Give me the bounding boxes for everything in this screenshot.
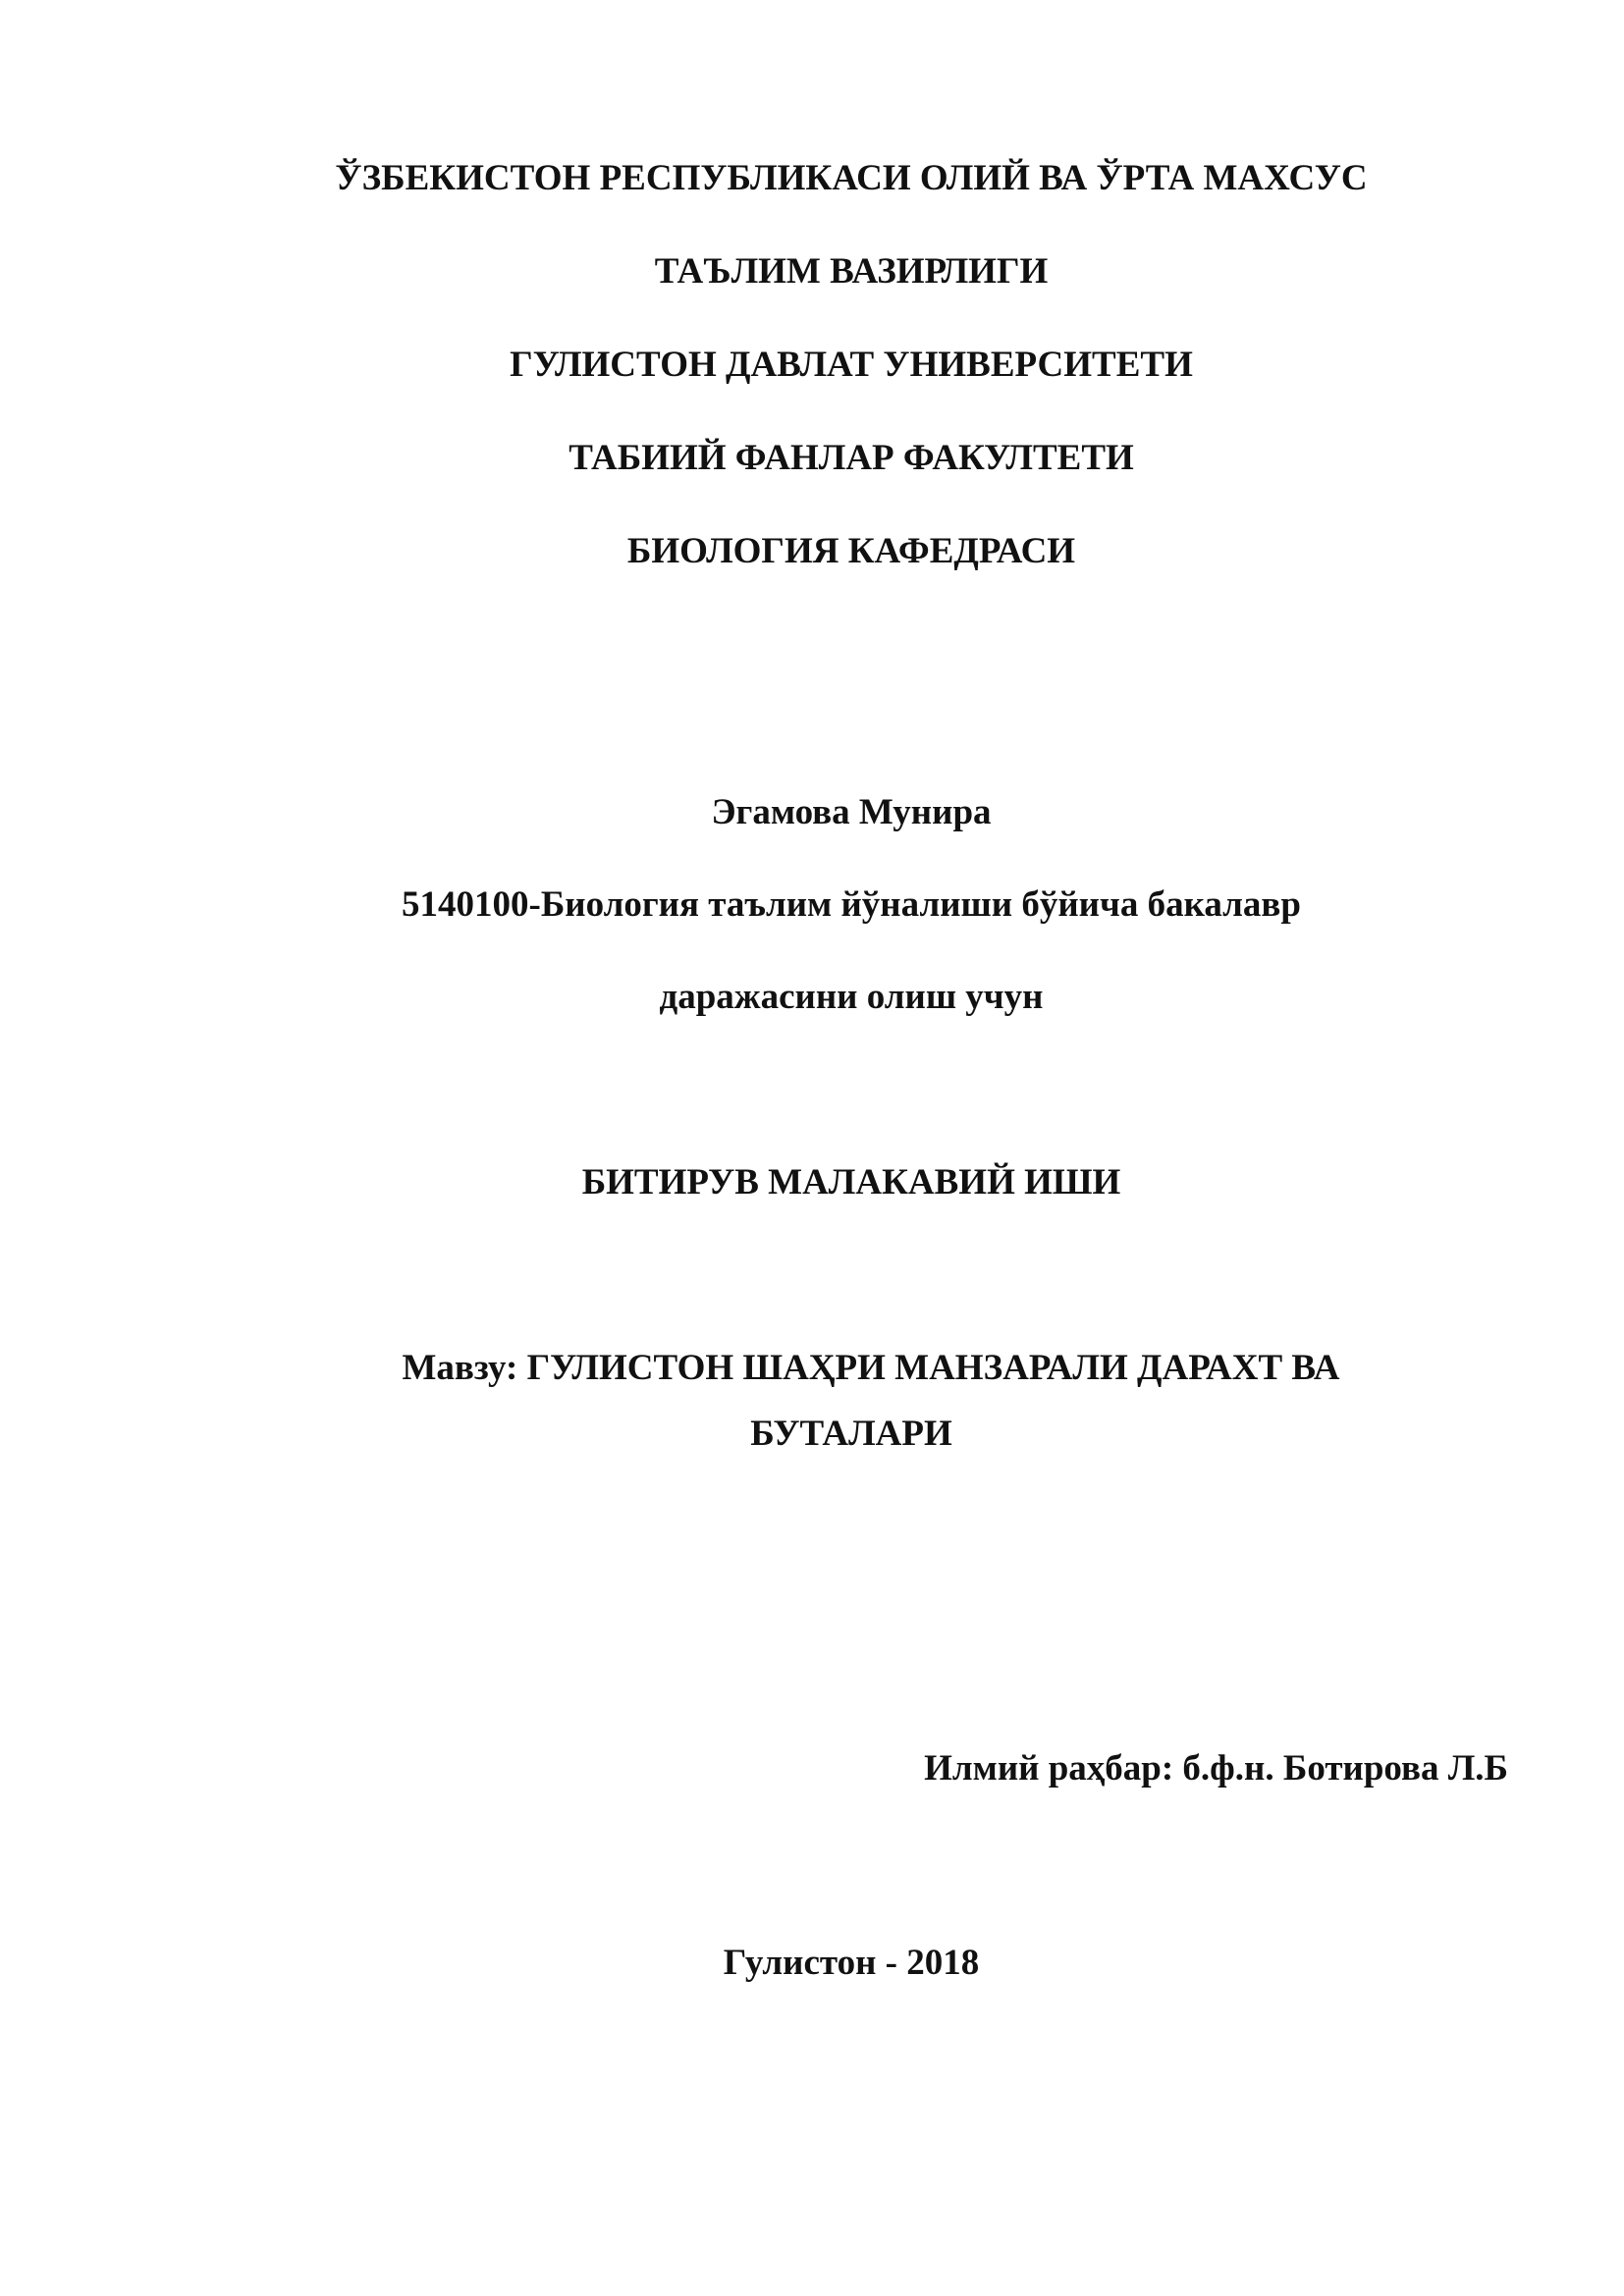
- topic-line-2: БУТАЛАРИ: [750, 1414, 952, 1454]
- place-year: Гулистон - 2018: [723, 1943, 980, 1983]
- ministry-line-2: ТАЪЛИМ ВАЗИРЛИГИ: [654, 251, 1049, 292]
- ministry-line-1: ЎЗБЕКИСТОН РЕСПУБЛИКАСИ ОЛИЙ ВА ЎРТА МАХСУС: [335, 158, 1368, 198]
- supervisor: Илмий раҳбар: б.ф.н. Ботирова Л.Б: [924, 1748, 1508, 1789]
- department-name: БИОЛОГИЯ КАФЕДРАСИ: [626, 531, 1076, 571]
- topic-line-1: Мавзу: ГУЛИСТОН ШАҲРИ МАНЗАРАЛИ ДАРАХТ ВА: [402, 1348, 1340, 1388]
- work-type: БИТИРУВ МАЛАКАВИЙ ИШИ: [581, 1162, 1121, 1202]
- author-name: Эгамова Мунира: [711, 792, 992, 832]
- university-name: ГУЛИСТОН ДАВЛАТ УНИВЕРСИТЕТИ: [510, 345, 1193, 385]
- faculty-name: ТАБИИЙ ФАНЛАР ФАКУЛТЕТИ: [568, 438, 1134, 478]
- degree-line-2: даражасини олиш учун: [659, 977, 1044, 1017]
- degree-line-1: 5140100-Биология таълим йўналиши бўйича бакалавр: [402, 884, 1301, 925]
